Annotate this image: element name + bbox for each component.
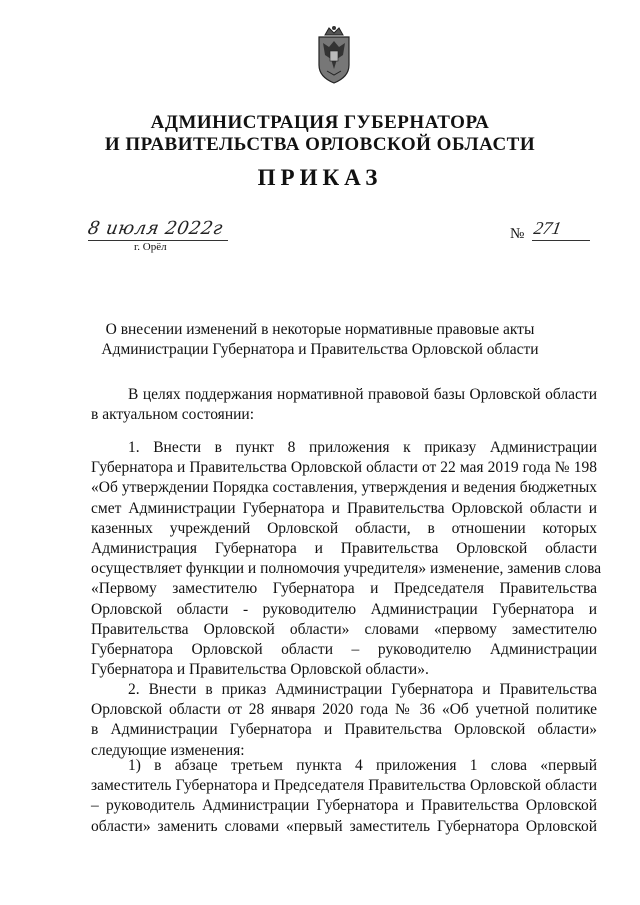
number-sign: № (510, 226, 525, 242)
header-line-1: АДМИНИСТРАЦИЯ ГУБЕРНАТОРА (150, 112, 490, 133)
text-line: Орловской области - руководителю Администрации Губернатора и (91, 600, 597, 618)
text-line: в актуальном состоянии: (91, 406, 255, 424)
text-line: Губернатора и Правительства Орловской области от 22 мая 2019 года № 198 (91, 459, 597, 477)
paragraph-item-1 (91, 438, 602, 680)
subject-line-1: О внесении изменений в некоторые нормативные правовые акты (105, 321, 535, 338)
city-label: г. Орёл (134, 241, 167, 253)
text-line: 2. Внести в приказ Администрации Губернатора и Правительства (128, 681, 597, 698)
paragraph-item-2 (91, 680, 597, 761)
subject-heading (0, 320, 640, 360)
text-line: области» заменить словами «первый заместитель Губернатора Орловской (91, 817, 597, 835)
text-line: смет Администрации Губернатора и Правительства Орловской области и (91, 499, 597, 517)
text-line: казенных учреждений Орловской области, в отношении которых (91, 519, 597, 537)
number-underline (532, 240, 590, 241)
text-line: «Первому заместителю Губернатора и Председателя Правительства (91, 580, 597, 598)
text-line: в Администрации Губернатора и Правительства Орловской области» (91, 721, 597, 739)
text-line: следующие изменения: (91, 741, 245, 759)
text-line: Губернатора и Правительства Орловской области». (91, 661, 429, 679)
text-line: 1. Внести в пункт 8 приложения к приказу Администрации (128, 439, 597, 456)
date-handwritten: 8 июля 2022г (86, 218, 225, 239)
paragraph-preamble (91, 385, 597, 425)
text-line: 1) в абзаце третьем пункта 4 приложения 1 слова «первый (128, 757, 597, 774)
text-line: Губернатора Орловской области – руководителю Администрации (91, 641, 597, 659)
text-line: осуществляет функции и полномочия учредителя» изменение, заменив слова (91, 560, 602, 578)
subject-line-2: Администрации Губернатора и Правительства Орловской области (101, 341, 539, 358)
text-line: Орловской области от 28 января 2020 года № 36 «Об учетной политике (91, 701, 597, 719)
coat-of-arms-emblem-icon (313, 25, 355, 85)
number-handwritten: 271 (532, 218, 563, 238)
text-line: В целях поддержания нормативной правовой базы Орловской области (128, 386, 597, 403)
text-line: Правительства Орловской области» словами «первому заместителю (91, 620, 597, 638)
order-title: ПРИКАЗ (257, 165, 383, 190)
text-line: Администрация Губернатора и Правительства Орловской области (91, 540, 597, 558)
paragraph-subitem-1 (91, 756, 597, 837)
date-block (86, 218, 228, 253)
text-line: «Об утверждении Порядка составления, утверждения и ведения бюджетных (91, 479, 597, 497)
header-line-2: И ПРАВИТЕЛЬСТВА ОРЛОВСКОЙ ОБЛАСТИ (104, 134, 536, 155)
text-line: заместитель Губернатора и Председателя Правительства Орловской области (91, 777, 597, 795)
text-line: – руководитель Администрации Губернатора и Правительства Орловской (91, 797, 597, 815)
